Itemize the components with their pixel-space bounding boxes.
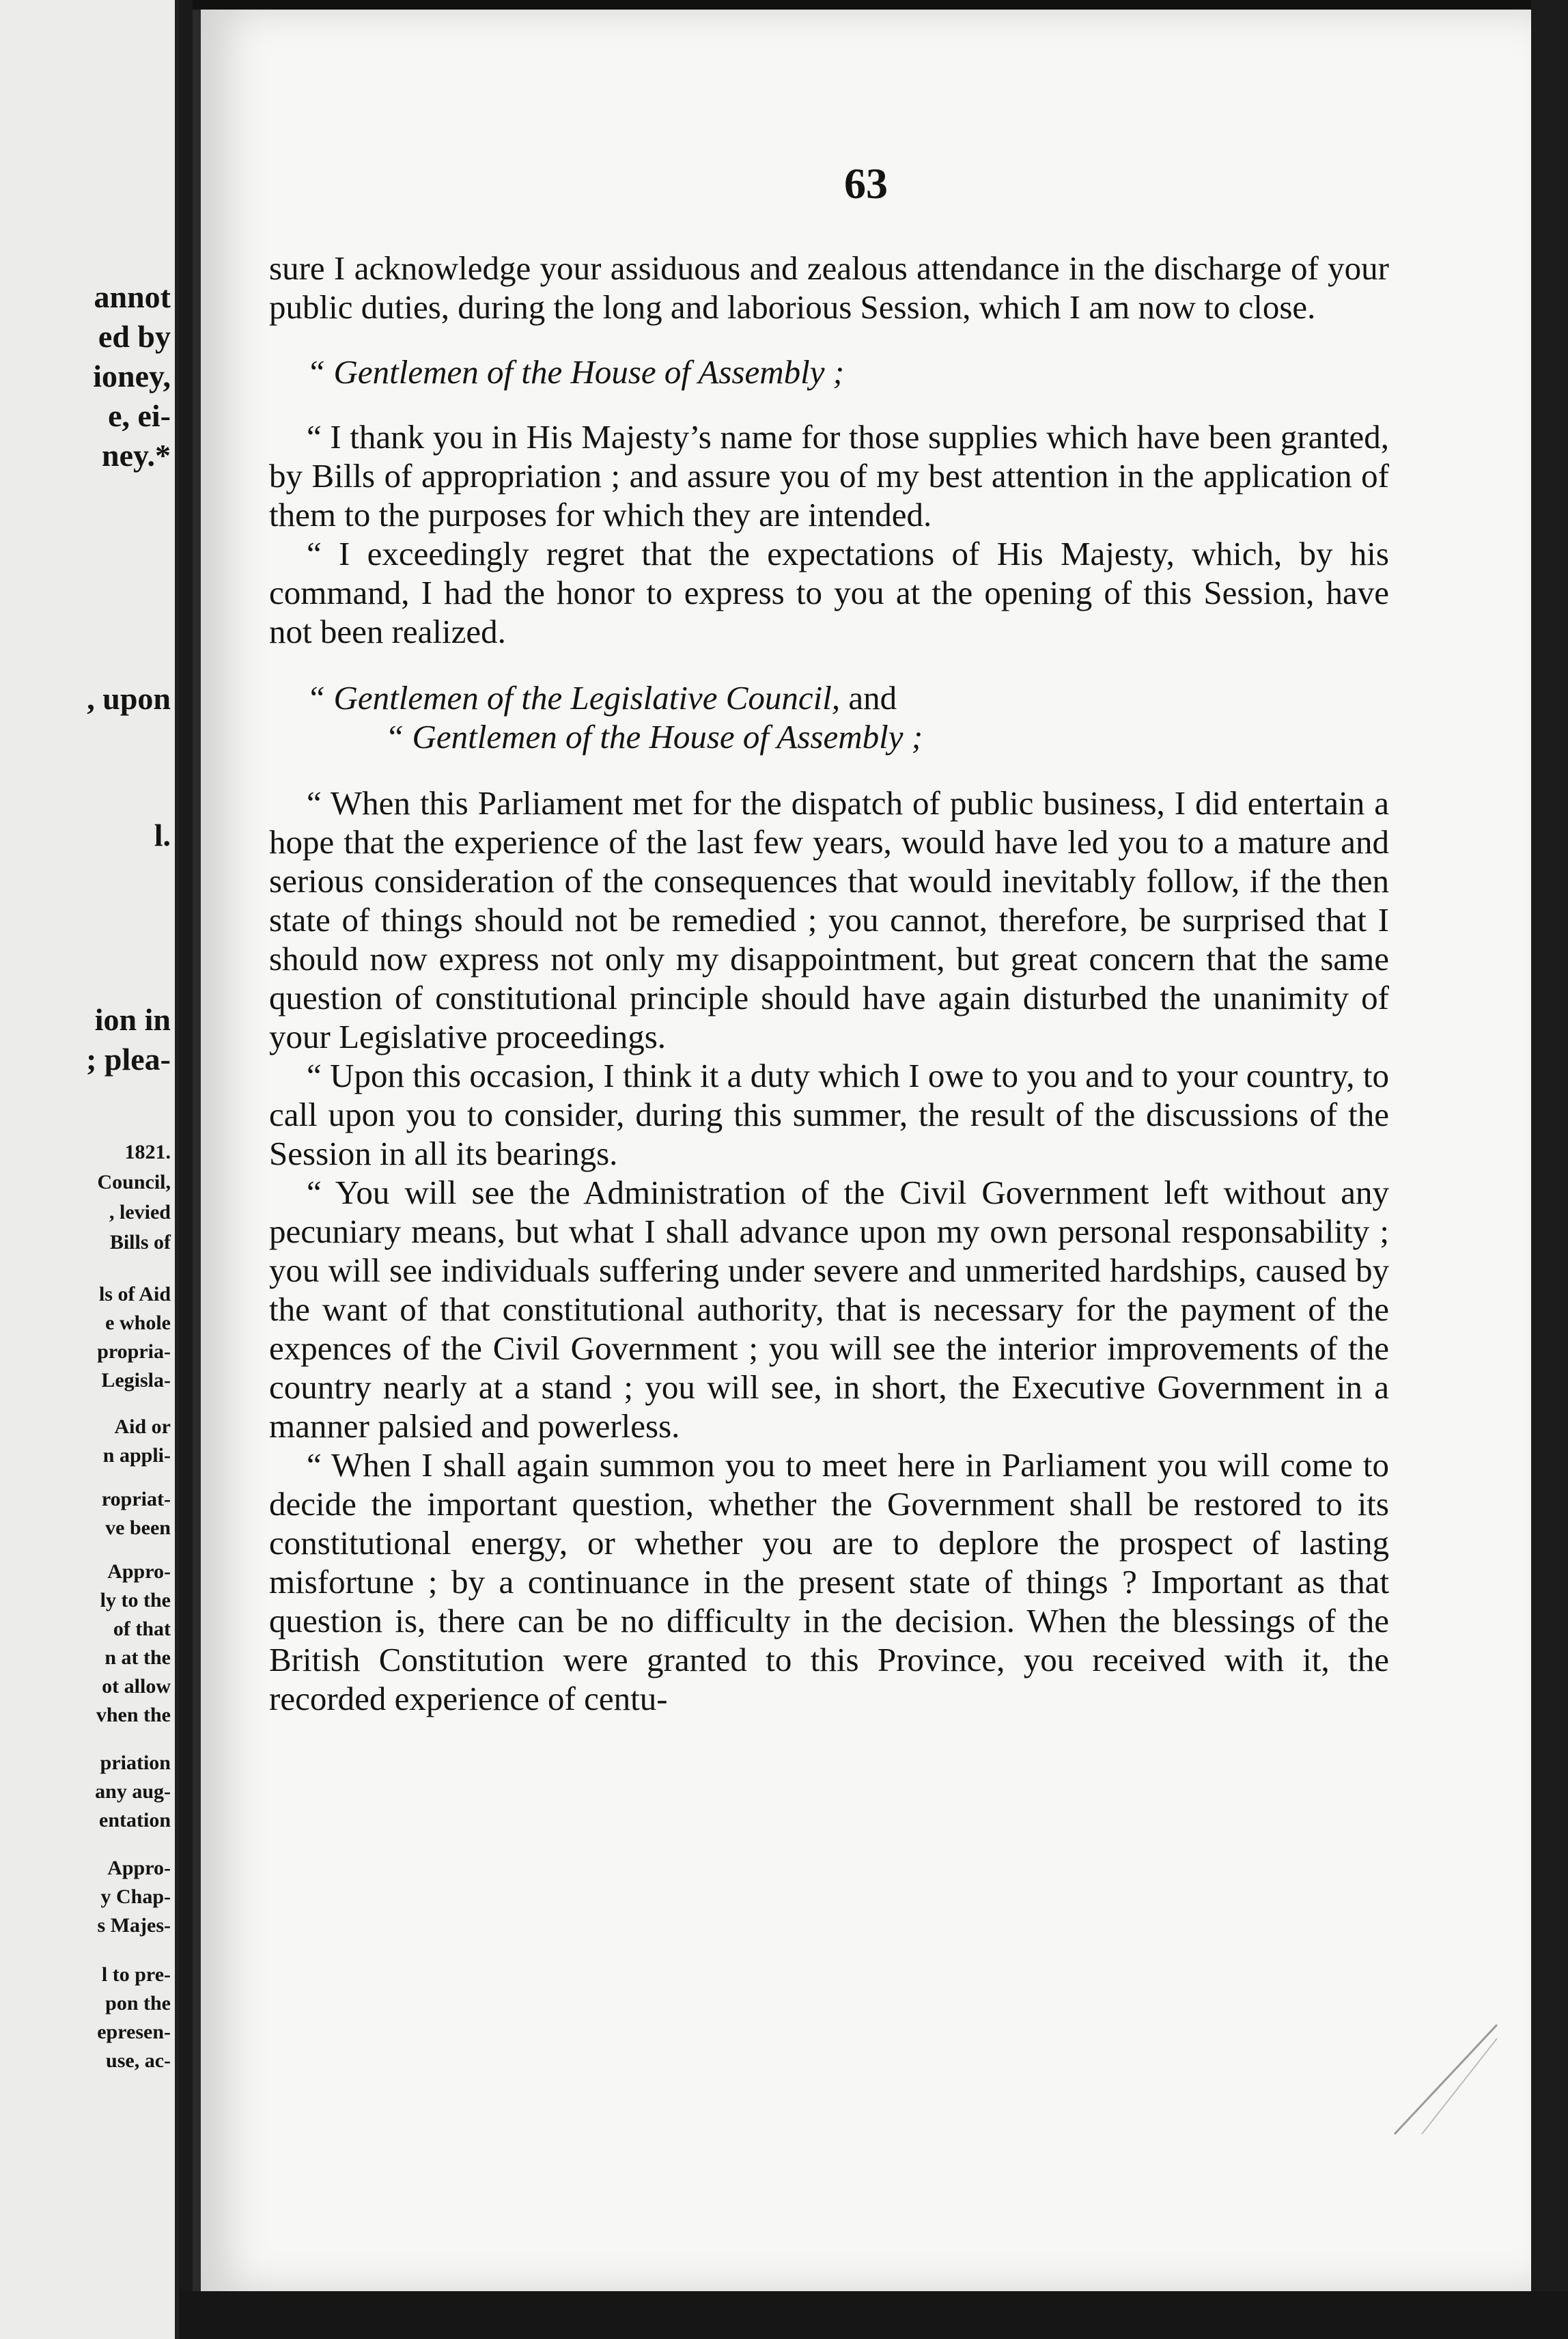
left-page-line: ion in (94, 1002, 171, 1037)
paragraph-continuation: sure I acknowledge your assiduous and zealous attendance in the discharge of your public duties, during the long and laborious Session, which I am now to close. (269, 249, 1389, 326)
paragraph-summon: “ When I shall again summon you to meet here in Parliament you will come to decide the important question, whether the Government shall be restored to its constitutional energy, or whether you are to deplore the prospect of lasting misfortune ; by a continuance in the present state of things ? Important as that question is, there can be no difficulty in the decision. When the blessings of the British Constitution were granted to this Province, you received with it, the recorded experience of centu- (269, 1446, 1389, 1717)
page-corner-fold (1381, 2018, 1504, 2141)
paragraph-administration: “ You will see the Administration of the Civil Government left without any pecuniary means, but what I shall advance upon my own personal responsability ; you will see individuals suffering under severe and unmerited hardships, caused by the want of that constitutional authority, that is necessary for the payment of the expences of the Civil Government ; you will see the interior improvements of the country nearly at a stand ; you will see, in short, the Executive Government in a manner palsied and powerless. (269, 1174, 1389, 1445)
left-facing-page (0, 0, 179, 2339)
left-page-line: e, ei- (108, 398, 171, 433)
scan-edge-bottom (179, 2291, 1568, 2339)
body-text (269, 249, 1389, 1718)
left-page-line: ; plea- (86, 1042, 171, 1077)
left-page-line: n at the (104, 1646, 171, 1669)
paragraph-parliament: “ When this Parliament met for the dispatch of public business, I did entertain a hope that the experience of the last few years, would have led you to a mature and serious consideration of the consequences that would inevitably follow, if the then state of things should not be remedied ; you cannot, therefore, be surprised that I should now express not only my disappointment, but great concern that the same question of constitutional principle should have again disturbed the unanimity of your Legislative proceedings. (269, 784, 1389, 1055)
left-page-line: vhen the (96, 1704, 171, 1726)
left-page-line: e whole (105, 1312, 171, 1334)
left-page-line: ney.* (102, 438, 171, 473)
salutation-assembly-2: “ Gentlemen of the House of Assembly ; (385, 718, 923, 756)
left-page-line: ot allow (102, 1675, 171, 1698)
paragraph-regret: “ I exceedingly regret that the expectations of His Majesty, which, by his command, I had the honor to express to you at the opening of this Session, have not been realized. (269, 535, 1389, 650)
salutation-assembly: “ Gentlemen of the House of Assembly ; (307, 353, 845, 391)
paragraph-occasion: “ Upon this occasion, I think it a duty which I owe to you and to your country, to call upon you to consider, during this summer, the result of the discussions of the Session in all its bearings. (269, 1057, 1389, 1172)
left-page-line: entation (99, 1809, 171, 1831)
left-page-line: Council, (97, 1171, 171, 1193)
left-page-line: Bills of (109, 1231, 171, 1254)
left-page-line: Appro- (107, 1857, 171, 1879)
left-page-line: priation (100, 1752, 171, 1774)
left-page-line: any aug- (95, 1780, 171, 1803)
left-page-line: Appro- (107, 1560, 171, 1583)
book-gutter (179, 0, 193, 2339)
left-page-line: use, ac- (106, 2049, 171, 2072)
scan-edge-right (1531, 0, 1568, 2339)
left-page-line: l to pre- (101, 1963, 171, 1986)
left-page-line: Aid or (114, 1415, 171, 1438)
left-page-line: n appli- (102, 1444, 171, 1467)
left-page-line: ropriat- (101, 1488, 171, 1510)
left-page-line: ly to the (100, 1589, 171, 1611)
left-page-line: y Chap- (100, 1885, 171, 1908)
left-page-line: propria- (97, 1340, 171, 1363)
salutation-council-text: “ Gentlemen of the Legislative Council, (307, 679, 841, 717)
left-page-line: ve been (105, 1517, 171, 1539)
left-page-line: s Majes- (97, 1914, 171, 1937)
left-page-line: ed by (98, 319, 171, 354)
left-page-line: ioney, (93, 359, 171, 393)
left-page-line: , levied (109, 1201, 171, 1223)
salutation-and: and (840, 679, 897, 717)
left-page-line: annot (94, 279, 171, 314)
page-number: 63 (844, 159, 888, 208)
left-page-line: Legisla- (101, 1369, 171, 1392)
left-page-line: ls of Aid (98, 1283, 171, 1305)
paragraph-supplies: “ I thank you in His Majesty’s name for those supplies which have been granted, by Bills of appropriation ; and assure you of my best attention in the application of them to the purposes for which they are intended. (269, 418, 1389, 534)
left-page-line: pon the (105, 1992, 171, 2015)
left-page-line: , upon (87, 681, 171, 716)
left-page-line: epresen- (97, 2021, 171, 2043)
left-page-line: of that (113, 1618, 171, 1640)
salutation-council (269, 678, 1389, 717)
left-page-line: 1821. (124, 1141, 171, 1163)
left-page-line: l. (154, 818, 171, 853)
page (193, 10, 1531, 2291)
